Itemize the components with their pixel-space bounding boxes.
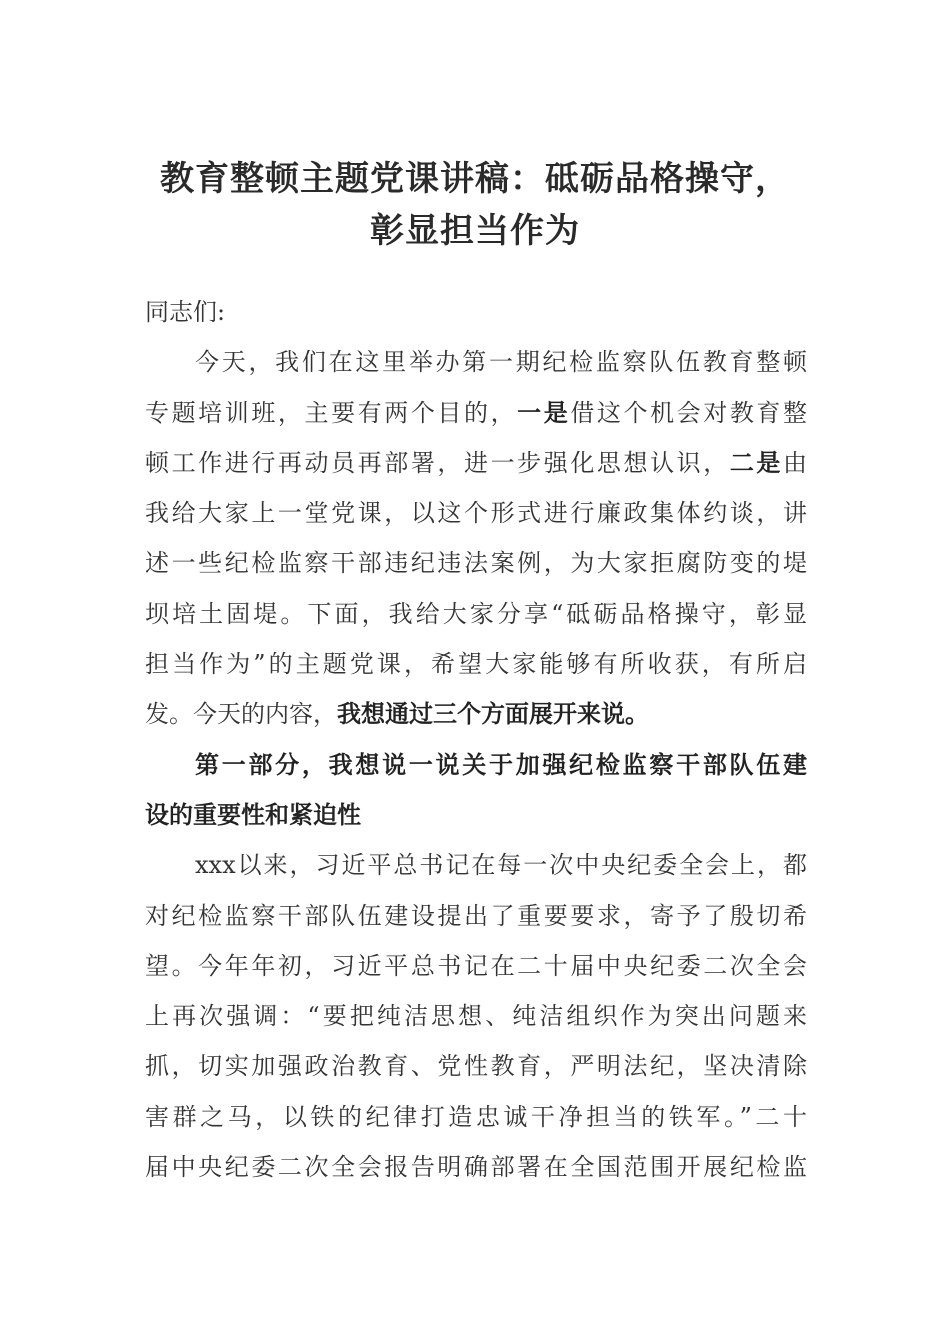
title-line-2: 彰显担当作为: [370, 211, 580, 251]
paragraph-line: [145, 689, 807, 739]
title-line-1: 教育整顿主题党课讲稿：砥砺品格操守，: [160, 159, 790, 199]
paragraph-line: 坝培土固堤。下面，我给大家分享“砥砺品格操守，彰显: [145, 599, 807, 628]
bold-marker-first: 一是: [517, 398, 571, 427]
text-run: 顿工作进行再动员再部署，进一步强化思想认识，: [145, 448, 730, 477]
text-run: 专题培训班，主要有两个目的，: [145, 398, 518, 427]
paragraph-line: 抓，切实加强政治教育、党性教育，严明法纪，坚决清除: [145, 1052, 807, 1081]
paragraph-line: [145, 388, 807, 438]
section-heading-1: [145, 740, 807, 841]
paragraph-line: xxx以来，习近平总书记在每一次中央纪委全会上，都: [195, 851, 807, 880]
paragraph-line: 今天，我们在这里举办第一期纪检监察队伍教育整顿: [195, 348, 807, 377]
salutation: 同志们:: [145, 298, 226, 326]
bold-marker-second: 二是: [729, 448, 784, 477]
paragraph-line: 望。今年年初，习近平总书记在二十届中央纪委二次全会: [145, 951, 807, 980]
paragraph-line: 害群之马，以铁的纪律打造忠诚干净担当的铁军。”二十: [145, 1102, 807, 1131]
bold-outline-sentence: 我想通过三个方面展开来说。: [337, 700, 649, 729]
paragraph-intro: [145, 337, 807, 739]
paragraph-line: 我给大家上一堂党课，以这个形式进行廉政集体约谈，讲: [145, 499, 807, 528]
document-title: [120, 153, 830, 257]
heading-line: 设的重要性和紧迫性: [145, 800, 361, 829]
heading-line: 第一部分，我想说一说关于加强纪检监察干部队伍建: [195, 750, 807, 779]
text-run: 借这个机会对教育整: [570, 398, 808, 427]
document-body: [145, 287, 807, 1192]
paragraph-line: 上再次强调：“要把纯洁思想、纯洁组织作为突出问题来: [145, 1002, 807, 1031]
paragraph-line: 届中央纪委二次全会报告明确部署在全国范围开展纪检监: [145, 1153, 807, 1182]
text-run: 发。今天的内容，: [145, 700, 337, 729]
paragraph-section-1: [145, 840, 807, 1192]
paragraph-line: 对纪检监察干部队伍建设提出了重要要求，寄予了殷切希: [145, 901, 807, 930]
paragraph-line: 担当作为”的主题党课，希望大家能够有所收获，有所启: [145, 650, 807, 679]
paragraph-line: 述一些纪检监察干部违纪违法案例，为大家拒腐防变的堤: [145, 549, 807, 578]
paragraph-line: [145, 438, 807, 488]
text-run: 由: [783, 448, 808, 477]
